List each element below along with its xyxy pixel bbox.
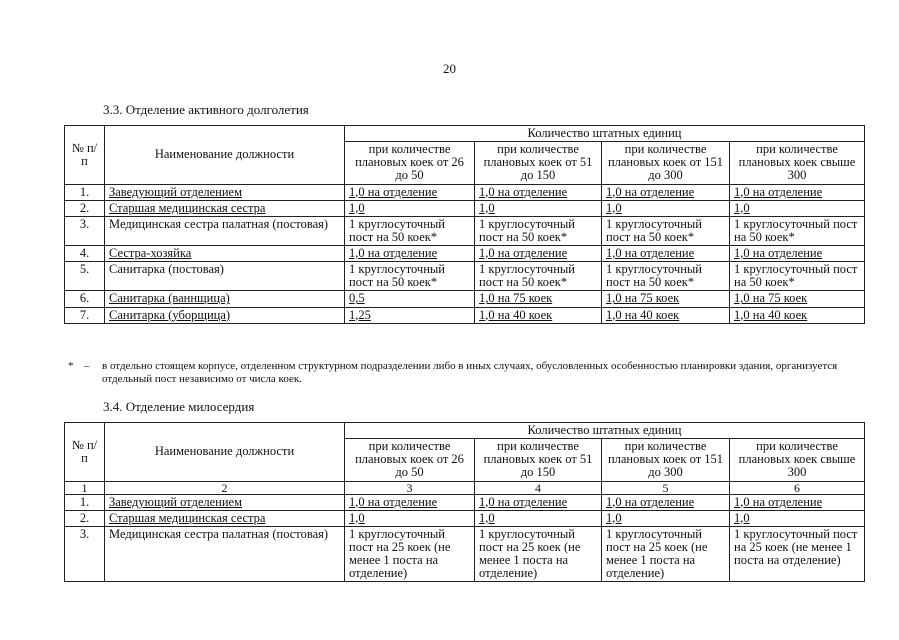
section-title-mercy: 3.4. Отделение милосердия <box>103 399 255 414</box>
row-num: 4. <box>65 246 105 262</box>
row-value: 1 круглосуточный пост на 50 коек* <box>475 216 602 245</box>
footnote-dash: – <box>84 360 90 372</box>
header-col-151-300: при количестве плановых коек от 151 до 300 <box>602 439 730 481</box>
column-number-row <box>65 481 865 494</box>
row-value: 1,0 на 40 коек <box>475 307 602 323</box>
row-value: 1,0 на отделение <box>602 494 730 510</box>
row-value: 1,0 на отделение <box>602 246 730 262</box>
row-num: 5. <box>65 262 105 291</box>
staff-table-active-longevity <box>64 125 865 324</box>
row-value: 1,0 на отделение <box>345 494 475 510</box>
table-row <box>65 200 865 216</box>
header-num: № п/п <box>65 126 105 185</box>
row-position: Заведующий отделением <box>105 494 345 510</box>
row-value: 1 круглосуточный пост на 25 коек (не менее 1 поста на отделение) <box>602 526 730 582</box>
row-value: 1 круглосуточный пост на 50 коек* <box>730 216 865 245</box>
table-row <box>65 307 865 323</box>
column-number: 1 <box>65 481 105 494</box>
row-value: 1 круглосуточный пост на 50 коек* <box>602 216 730 245</box>
row-position: Старшая медицинская сестра <box>105 200 345 216</box>
row-num: 1. <box>65 184 105 200</box>
row-value: 1 круглосуточный пост на 50 коек* <box>730 262 865 291</box>
header-col-over-300: при количестве плановых коек свыше 300 <box>730 142 865 184</box>
header-col-over-300: при количестве плановых коек свыше 300 <box>730 439 865 481</box>
row-position: Старшая медицинская сестра <box>105 510 345 526</box>
row-value: 1,0 на 75 коек <box>730 291 865 307</box>
table-row <box>65 291 865 307</box>
table-row <box>65 510 865 526</box>
row-position: Санитарка (уборщица) <box>105 307 345 323</box>
row-num: 3. <box>65 216 105 245</box>
row-value: 1,0 <box>730 510 865 526</box>
row-value: 1,0 на отделение <box>475 494 602 510</box>
row-value: 1,0 <box>345 510 475 526</box>
row-num: 7. <box>65 307 105 323</box>
column-number: 4 <box>475 481 602 494</box>
row-num: 6. <box>65 291 105 307</box>
row-position: Санитарка (ваннщица) <box>105 291 345 307</box>
row-value: 1,0 на отделение <box>475 184 602 200</box>
row-position: Санитарка (постовая) <box>105 262 345 291</box>
row-value: 1,0 <box>602 200 730 216</box>
row-value: 1,0 <box>475 510 602 526</box>
row-value: 1 круглосуточный пост на 50 коек* <box>475 262 602 291</box>
row-value: 1,25 <box>345 307 475 323</box>
header-num: № п/п <box>65 423 105 482</box>
column-number: 3 <box>345 481 475 494</box>
row-value: 1,0 на 75 коек <box>602 291 730 307</box>
header-col-151-300: при количестве плановых коек от 151 до 300 <box>602 142 730 184</box>
table-header-row <box>65 423 865 439</box>
row-value: 1,0 на отделение <box>475 246 602 262</box>
header-position: Наименование должности <box>105 423 345 482</box>
table-row <box>65 262 865 291</box>
row-value: 1,0 на 40 коек <box>602 307 730 323</box>
table-row <box>65 184 865 200</box>
column-number: 5 <box>602 481 730 494</box>
footnote-text: в отдельно стоящем корпусе, отделенном структурном подразделении либо в иных случаях, обусловленных особенностью планировки здания, организуется отдельный пост независимо от числа коек. <box>102 360 838 385</box>
row-value: 1,0 на отделение <box>730 184 865 200</box>
row-position: Медицинская сестра палатная (постовая) <box>105 526 345 582</box>
column-number: 6 <box>730 481 865 494</box>
row-position: Заведующий отделением <box>105 184 345 200</box>
footnote-mark: * <box>68 360 74 372</box>
row-value: 1,0 <box>730 200 865 216</box>
header-col-51-150: при количестве плановых коек от 51 до 150 <box>475 142 602 184</box>
header-staff-count: Количество штатных единиц <box>345 126 865 142</box>
page-number: 20 <box>443 61 456 76</box>
row-value: 1,0 <box>475 200 602 216</box>
header-position: Наименование должности <box>105 126 345 185</box>
row-value: 0,5 <box>345 291 475 307</box>
row-position: Сестра-хозяйка <box>105 246 345 262</box>
row-num: 3. <box>65 526 105 582</box>
row-value: 1 круглосуточный пост на 25 коек (не менее 1 поста на отделение) <box>345 526 475 582</box>
row-value: 1,0 на 75 коек <box>475 291 602 307</box>
row-value: 1,0 на отделение <box>345 184 475 200</box>
table-row <box>65 526 865 582</box>
row-value: 1,0 на отделение <box>730 246 865 262</box>
row-value: 1,0 <box>345 200 475 216</box>
row-value: 1 круглосуточный пост на 50 коек* <box>345 216 475 245</box>
row-value: 1 круглосуточный пост на 50 коек* <box>345 262 475 291</box>
table-row <box>65 246 865 262</box>
table-header-row <box>65 126 865 142</box>
row-num: 2. <box>65 510 105 526</box>
column-number: 2 <box>105 481 345 494</box>
row-value: 1,0 на отделение <box>602 184 730 200</box>
table-row <box>65 216 865 245</box>
table-row <box>65 494 865 510</box>
staff-table-mercy <box>64 422 865 582</box>
header-col-51-150: при количестве плановых коек от 51 до 150 <box>475 439 602 481</box>
header-col-26-50: при количестве плановых коек от 26 до 50 <box>345 142 475 184</box>
row-value: 1,0 на 40 коек <box>730 307 865 323</box>
header-col-26-50: при количестве плановых коек от 26 до 50 <box>345 439 475 481</box>
row-position: Медицинская сестра палатная (постовая) <box>105 216 345 245</box>
row-value: 1,0 на отделение <box>345 246 475 262</box>
header-staff-count: Количество штатных единиц <box>345 423 865 439</box>
row-value: 1 круглосуточный пост на 25 коек (не менее 1 поста на отделение) <box>730 526 865 582</box>
row-value: 1,0 на отделение <box>730 494 865 510</box>
row-num: 2. <box>65 200 105 216</box>
section-title-active-longevity: 3.3. Отделение активного долголетия <box>103 102 309 117</box>
row-value: 1 круглосуточный пост на 25 коек (не менее 1 поста на отделение) <box>475 526 602 582</box>
row-value: 1 круглосуточный пост на 50 коек* <box>602 262 730 291</box>
row-num: 1. <box>65 494 105 510</box>
footnote <box>64 360 864 385</box>
row-value: 1,0 <box>602 510 730 526</box>
